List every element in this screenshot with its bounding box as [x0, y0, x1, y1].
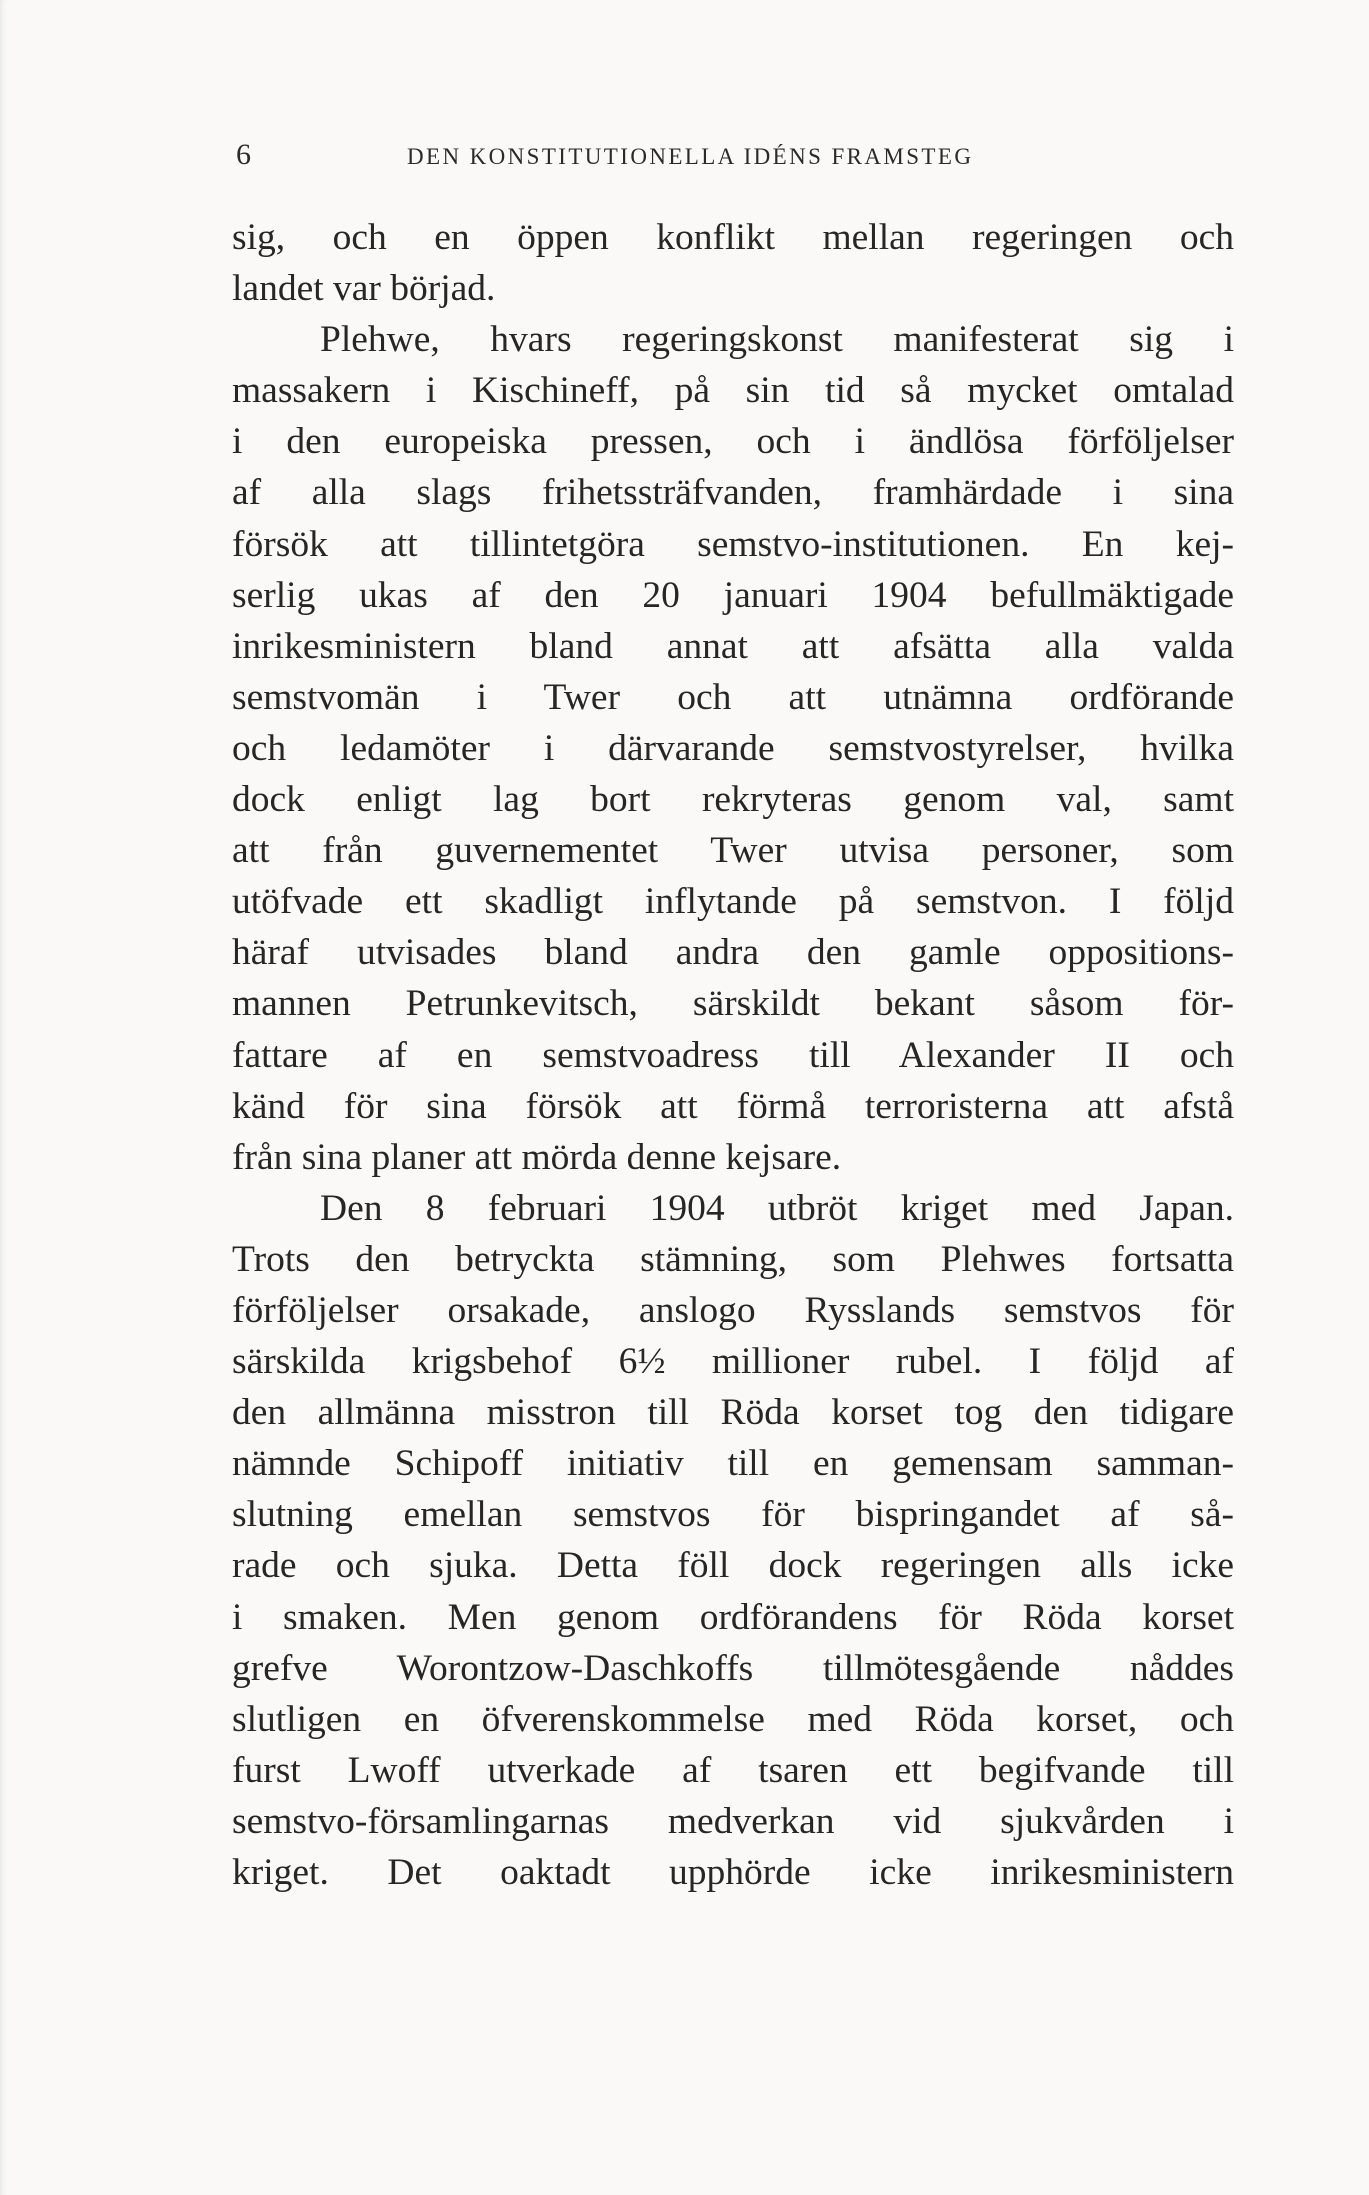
text-line: massakern i Kischineff, på sin tid så mycket omtalad	[232, 370, 1234, 412]
text-line: sig, och en öppen konflikt mellan regeringen och	[232, 217, 1234, 258]
text-line: af alla slags frihetssträfvanden, framhärdade i sina	[232, 472, 1234, 514]
text-line: kriget. Det oaktadt upphörde icke inrikesministern	[232, 1852, 1234, 1893]
text-line: i den europeiska pressen, och i ändlösa förföljelser	[232, 421, 1234, 463]
text-line: häraf utvisades bland andra den gamle oppositions-	[232, 932, 1234, 974]
text-line: Den 8 februari 1904 utbröt kriget med Japan.	[320, 1187, 1234, 1229]
text-line: känd för sina försök att förmå terroristerna att afstå	[232, 1085, 1234, 1127]
running-head: DEN KONSTITUTIONELLA IDÉNS FRAMSTEG	[407, 144, 974, 169]
text-line: nämnde Schipoff initiativ till en gemensam samman-	[232, 1443, 1234, 1485]
text-line: semstvo-församlingarnas medverkan vid sjukvården i	[232, 1800, 1234, 1842]
text-line: dock enligt lag bort rekryteras genom val, samt	[232, 779, 1234, 821]
text-line: semstvomän i Twer och att utnämna ordförande	[232, 676, 1234, 718]
text-line: utöfvade ett skadligt inflytande på semstvon. I följd	[232, 881, 1234, 923]
page-header	[232, 138, 1232, 182]
text-line: att från guvernementet Twer utvisa personer, som	[232, 830, 1234, 872]
text-line: i smaken. Men genom ordförandens för Röda korset	[232, 1596, 1234, 1638]
text-line: rade och sjuka. Detta föll dock regeringen alls icke	[232, 1545, 1234, 1587]
text-line: furst Lwoff utverkade af tsaren ett begifvande till	[232, 1749, 1234, 1791]
text-line: Trots den betryckta stämning, som Plehwes fortsatta	[232, 1238, 1234, 1280]
text-line: särskilda krigsbehof 6½ millioner rubel. I följd af	[232, 1341, 1234, 1383]
text-line: slutligen en öfverenskommelse med Röda korset, och	[232, 1698, 1234, 1740]
text-line: fattare af en semstvoadress till Alexander II och	[232, 1034, 1234, 1076]
text-line: den allmänna misstron till Röda korset tog den tidigare	[232, 1392, 1234, 1434]
text-line: försök att tillintetgöra semstvo-institutionen. En kej-	[232, 523, 1234, 565]
text-line: landet var börjad.	[232, 268, 496, 310]
page-number: 6	[236, 138, 251, 171]
text-line: inrikesministern bland annat att afsätta alla valda	[232, 625, 1234, 667]
text-line: slutning emellan semstvos för bispringandet af så-	[232, 1494, 1234, 1536]
text-line: förföljelser orsakade, anslogo Rysslands semstvos för	[232, 1289, 1234, 1331]
body-text	[232, 212, 1234, 1898]
text-line: grefve Worontzow-Daschkoffs tillmötesgående nåddes	[232, 1647, 1234, 1689]
text-line: och ledamöter i därvarande semstvostyrelser, hvilka	[232, 727, 1234, 769]
text-line: Plehwe, hvars regeringskonst manifesterat sig i	[320, 319, 1234, 361]
text-line: mannen Petrunkevitsch, särskildt bekant såsom för-	[232, 983, 1234, 1025]
text-line: serlig ukas af den 20 januari 1904 befullmäktigade	[232, 574, 1234, 616]
text-line: från sina planer att mörda denne kejsare.	[232, 1136, 842, 1178]
